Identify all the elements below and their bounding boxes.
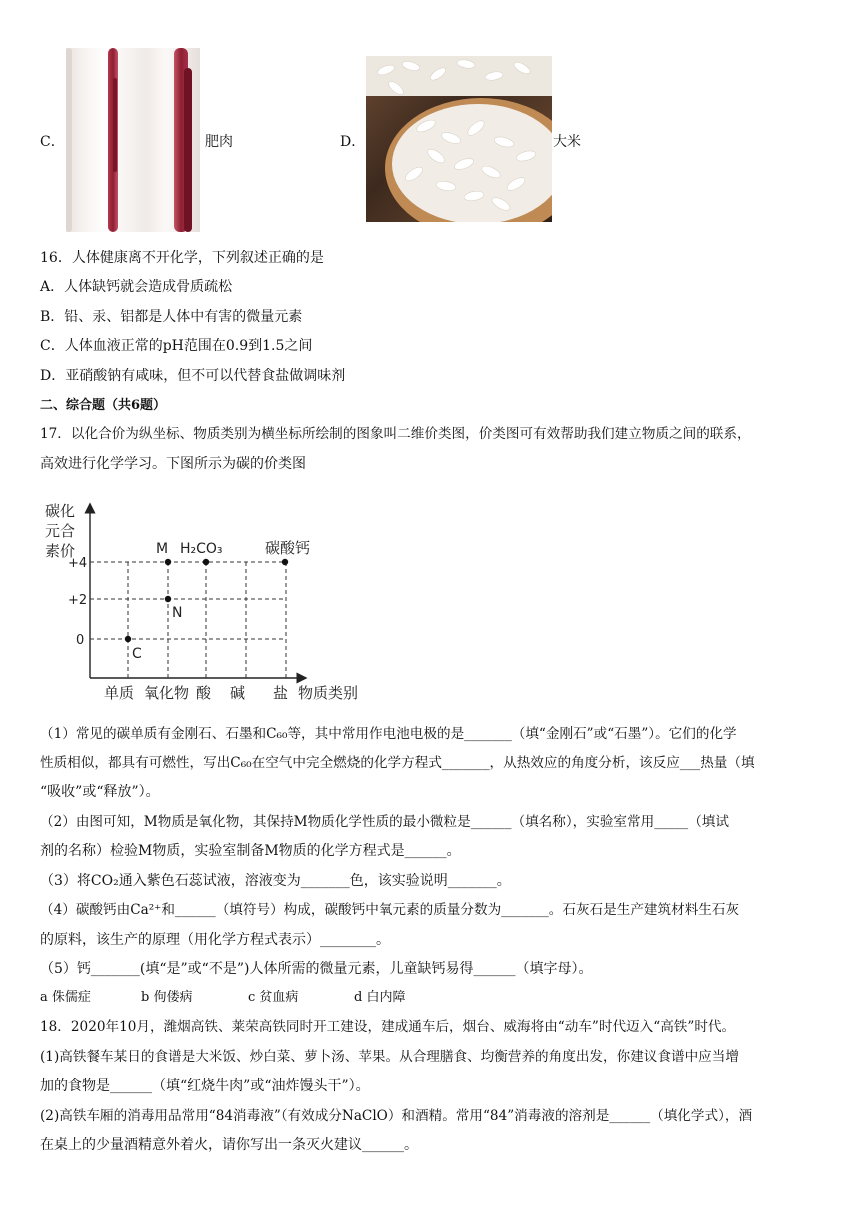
carbon-valence-chart	[40, 492, 380, 708]
data-point-label: H₂CO₃	[180, 541, 223, 557]
q18-p2-line1: (2)高铁车厢的消毒用品常用“84消毒液”（有效成分NaClO）和酒精。常用“84”消毒液的溶剂是______（填化学式），酒	[40, 1108, 753, 1124]
x-ticks	[104, 684, 288, 702]
fat-pork-image	[66, 48, 200, 232]
q18-p1-line1: (1)高铁餐车某日的食谱是大米饭、炒白菜、萝卜汤、苹果。从合理膳食、均衡营养的角度出发，你建议食谱中应当增	[40, 1049, 739, 1065]
q17-stem-line2: 高效进行化学学习。下图所示为碳的价类图	[40, 456, 306, 472]
x-axis-label: 物质类别	[298, 684, 359, 702]
q16-option-b: B．铅、汞、铝都是人体中有害的微量元素	[40, 309, 303, 325]
data-point-label: 碳酸钙	[265, 539, 311, 557]
q17-p1-line3: “吸收”或“释放”）。	[40, 784, 160, 800]
data-point	[203, 559, 209, 565]
q16-stem: 16．人体健康离不开化学，下列叙述正确的是	[40, 250, 324, 266]
option-c-label: 肥肉	[205, 134, 233, 150]
q17-choice-d: d 白内障	[354, 990, 406, 1005]
q17-p2-line1: （2）由图可知，M物质是氧化物，其保持M物质化学性质的最小微粒是______（填名称），实验室常用_____（填试	[40, 814, 729, 830]
q17-p4-line1: （4）碳酸钙由Ca²⁺和______（填符号）构成，碳酸钙中氧元素的质量分数为_______。石灰石是生产建筑材料生石灰	[40, 902, 740, 918]
q18-p2-line2: 在桌上的少量酒精意外着火，请你写出一条灭火建议______。	[40, 1137, 418, 1153]
q18-stem: 18．2020年10月，潍烟高铁、莱荣高铁同时开工建设，建成通车后，烟台、威海将由“动车”时代迈入“高铁”时代。	[40, 1019, 736, 1035]
data-point	[165, 559, 171, 565]
data-points	[125, 539, 310, 662]
data-point-label: C	[132, 646, 142, 662]
data-point-label: N	[172, 605, 183, 621]
grid-lines	[90, 562, 286, 678]
y-axis-label-1: 碳化	[45, 502, 76, 520]
q16-option-d: D．亚硝酸钠有咸味，但不可以代替食盐做调味剂	[40, 368, 346, 384]
y-ticks	[68, 556, 87, 648]
q17-choice-a: a 侏儒症	[40, 990, 91, 1005]
data-point-label: M	[156, 541, 169, 557]
x-tick-label: 氧化物	[144, 684, 190, 702]
option-d-label: 大米	[553, 134, 581, 150]
x-tick-label: 酸	[196, 684, 212, 702]
y-tick-label: +4	[68, 556, 88, 571]
x-tick-label: 盐	[273, 684, 289, 702]
q17-p5: （5）钙_______(填“是”或“不是”)人体所需的微量元素，儿童缺钙易得______（填字母）。	[40, 961, 593, 977]
q17-p2-line2: 剂的名称）检验M物质，实验室制备M物质的化学方程式是______。	[40, 843, 461, 859]
q18-p1-line2: 加的食物是______（填“红烧牛肉”或“油炸馒头干”）。	[40, 1078, 370, 1094]
q17-p4-line2: 的原料，该生产的原理（用化学方程式表示）________。	[40, 932, 390, 948]
q16-option-c: C．人体血液正常的pH范围在0.9到1.5之间	[40, 338, 313, 354]
q17-choice-b: b 佝偻病	[141, 990, 193, 1005]
q16-option-a: A．人体缺钙就会造成骨质疏松	[40, 279, 233, 295]
q17-p1-line2: 性质相似，都具有可燃性，写出C₆₀在空气中完全燃烧的化学方程式_______，从热效应的角度分析，该反应___热量（填	[40, 755, 755, 771]
rice-image	[366, 56, 552, 222]
q17-p1-line1: （1）常见的碳单质有金刚石、石墨和C₆₀等，其中常用作电池电极的是_______（填“金刚石”或“石墨”）。它们的化学	[40, 726, 737, 742]
data-point	[282, 559, 288, 565]
data-point	[165, 596, 171, 602]
option-c-letter: C．	[40, 134, 65, 150]
y-tick-label: 0	[76, 633, 85, 648]
q17-p3: （3）将CO₂通入紫色石蕊试液，溶液变为_______色，该实验说明_______。	[40, 873, 511, 889]
data-point	[125, 636, 131, 642]
q17-stem-line1: 17．以化合价为纵坐标、物质类别为横坐标所绘制的图象叫二维价类图，价类图可有效帮助我们建立物质之间的联系，	[40, 426, 751, 442]
y-axis-label-2: 元合	[45, 522, 76, 540]
x-tick-label: 单质	[104, 684, 135, 702]
option-d-letter: D．	[340, 134, 366, 150]
y-tick-label: +2	[68, 593, 88, 608]
section-title: 二、综合题（共6题）	[40, 398, 167, 413]
x-tick-label: 碱	[230, 684, 246, 702]
rice-illustration	[366, 56, 552, 222]
q17-choice-c: c 贫血病	[248, 990, 299, 1005]
y-axis-label-3: 素价	[45, 542, 76, 560]
